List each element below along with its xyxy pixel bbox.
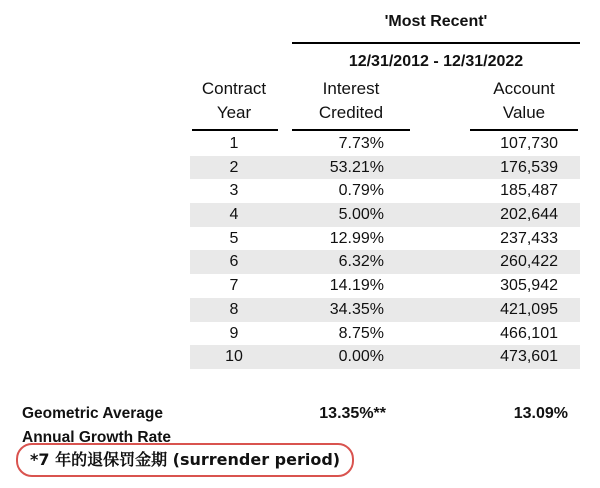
header-contract-year-line2: Year — [216, 103, 252, 122]
cell-value: 473,601 — [500, 348, 558, 366]
header-interest-line1: Interest — [322, 79, 380, 98]
header-underline-value — [470, 129, 578, 131]
header-value-line2: Value — [502, 103, 546, 122]
cell-value: 305,942 — [500, 277, 558, 295]
header-underline-interest — [292, 129, 410, 131]
table-row — [190, 322, 580, 346]
table-row — [190, 227, 580, 251]
cell-year: 3 — [229, 182, 239, 200]
cell-value: 185,487 — [500, 182, 558, 200]
table-row — [190, 179, 580, 203]
table-title: 'Most Recent' — [384, 13, 488, 30]
table-row — [190, 132, 580, 156]
cell-year: 4 — [229, 206, 239, 224]
footer-label-line2: Annual Growth Rate — [22, 429, 171, 446]
cell-interest: 14.19% — [329, 277, 384, 295]
table-row — [190, 250, 580, 274]
cell-year: 1 — [229, 135, 239, 152]
table-row — [190, 298, 580, 322]
header-contract-year-line1: Contract — [201, 79, 267, 98]
cell-year: 8 — [229, 300, 239, 318]
footer-interest-average: 13.35%** — [319, 405, 386, 422]
header-value-line1: Account — [493, 79, 555, 98]
cell-value: 466,101 — [500, 324, 558, 342]
cell-interest: 6.32% — [338, 253, 384, 271]
cell-interest: 7.73% — [338, 135, 384, 152]
cell-year: 2 — [229, 158, 239, 176]
header-underline-year — [192, 129, 278, 131]
header-account-value — [470, 77, 578, 125]
cell-interest: 0.79% — [338, 182, 384, 200]
footer-value-average: 13.09% — [513, 405, 568, 422]
period-label: 12/31/2012 - 12/31/2022 — [348, 53, 524, 70]
table-body — [190, 132, 580, 369]
header-interest-credited — [292, 77, 410, 125]
cell-interest: 53.21% — [329, 158, 384, 176]
cell-value: 421,095 — [500, 300, 558, 318]
cell-interest: 5.00% — [338, 206, 384, 224]
cell-interest: 0.00% — [338, 348, 384, 366]
table-row — [190, 203, 580, 227]
cell-interest: 8.75% — [338, 324, 384, 342]
cell-value: 107,730 — [500, 135, 558, 152]
table-row — [190, 156, 580, 180]
cell-year: 5 — [229, 229, 239, 247]
cell-year: 10 — [225, 348, 243, 366]
header-interest-line2: Credited — [318, 103, 384, 122]
cell-year: 7 — [229, 277, 239, 295]
cell-value: 237,433 — [500, 229, 558, 247]
table-row — [190, 345, 580, 369]
footer-label-line1: Geometric Average — [22, 405, 163, 422]
title-divider — [292, 42, 580, 44]
cell-value: 260,422 — [500, 253, 558, 271]
surrender-period-note: *7 年的退保罚金期 (surrender period) — [16, 443, 354, 477]
cell-interest: 34.35% — [329, 300, 384, 318]
table-row — [190, 274, 580, 298]
cell-value: 202,644 — [500, 206, 558, 224]
cell-year: 9 — [229, 324, 239, 342]
cell-interest: 12.99% — [329, 229, 384, 247]
cell-value: 176,539 — [500, 158, 558, 176]
header-contract-year — [190, 77, 278, 125]
cell-year: 6 — [229, 253, 239, 271]
